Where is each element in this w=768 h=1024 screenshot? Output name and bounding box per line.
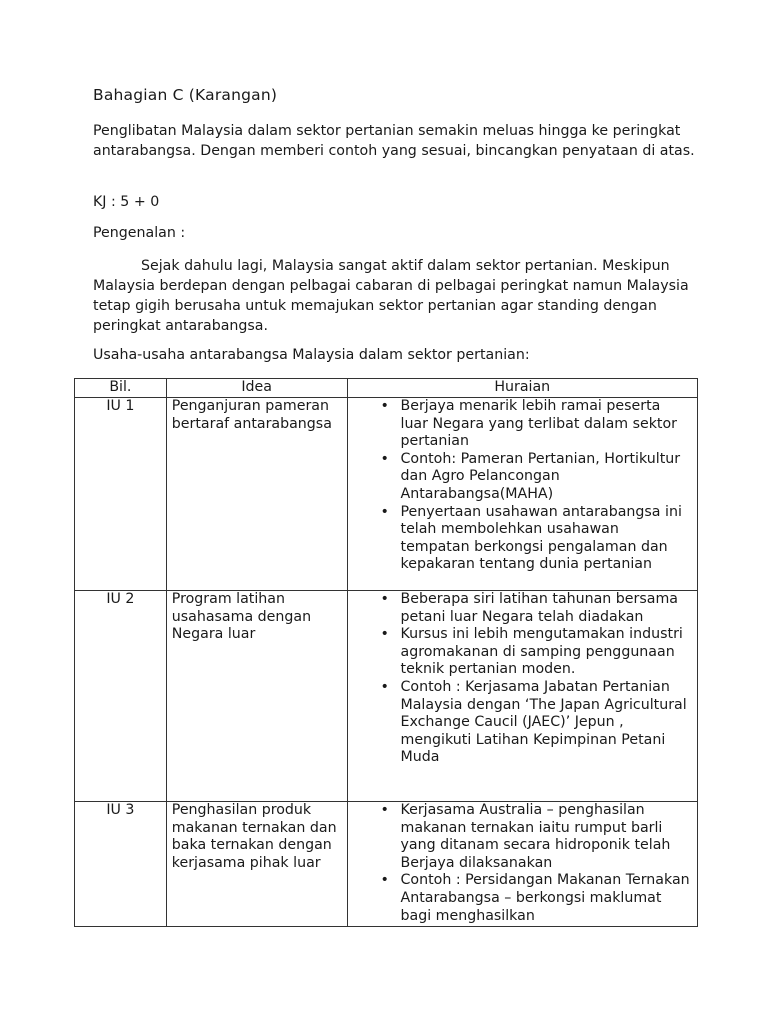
- row-idea: Penghasilan produk makanan ternakan dan baka ternakan dengan kerjasama pihak luar: [166, 802, 347, 927]
- intro-label: Pengenalan :: [93, 225, 186, 241]
- list-item: • Beberapa siri latihan tahunan bersama petani luar Negara telah diadakan: [401, 591, 693, 626]
- list-item: • Contoh: Pameran Pertanian, Hortikultur dan Agro Pelancongan Antarabangsa(MAHA): [401, 451, 693, 504]
- row-bil: IU 1: [75, 398, 167, 591]
- row-bil: IU 2: [75, 591, 167, 802]
- table-header-row: [75, 379, 698, 398]
- row-idea: Program latihan usahasama dengan Negara luar: [166, 591, 347, 802]
- list-item: • Berjaya menarik lebih ramai peserta luar Negara yang terlibat dalam sektor pertanian: [401, 398, 693, 451]
- huraian-list: [353, 591, 693, 767]
- table-intro: Usaha-usaha antarabangsa Malaysia dalam sektor pertanian:: [93, 347, 530, 363]
- huraian-list: [353, 398, 693, 574]
- list-item: • Kursus ini lebih mengutamakan industri agromakanan di samping penggunaan teknik pertanian moden.: [401, 626, 693, 679]
- section-heading: Bahagian C (Karangan): [93, 86, 278, 104]
- list-item: • Penyertaan usahawan antarabangsa ini telah membolehkan usahawan tempatan berkongsi pengalaman dan kepakaran tentang dunia pertanian: [401, 504, 693, 574]
- list-item: • Kerjasama Australia – penghasilan makanan ternakan iaitu rumput barli yang ditanam secara hidroponik telah Berjaya dilaksanakan: [401, 802, 693, 872]
- table-row: [75, 802, 698, 927]
- row-bil: IU 3: [75, 802, 167, 927]
- intro-paragraph: Sejak dahulu lagi, Malaysia sangat aktif dalam sektor pertanian. Meskipun Malaysia berdepan dengan pelbagai cabaran di pelbagai peringkat namun Malaysia tetap gigih berusaha untuk memajukan sektor pertanian agar standing dengan peringkat antarabangsa.: [93, 258, 689, 334]
- table-row: [75, 398, 698, 591]
- huraian-list: [353, 802, 693, 925]
- essay-question: Penglibatan Malaysia dalam sektor pertanian semakin meluas hingga ke peringkat antarabangsa. Dengan memberi contoh yang sesuai, bincangkan penyataan di atas.: [93, 123, 695, 159]
- row-idea: Penganjuran pameran bertaraf antarabangsa: [166, 398, 347, 591]
- table-row: [75, 591, 698, 802]
- list-item: • Contoh : Persidangan Makanan Ternakan Antarabangsa – berkongsi maklumat bagi menghasilkan: [401, 872, 693, 925]
- row-huraian: [347, 802, 698, 927]
- header-idea: Idea: [166, 379, 347, 398]
- row-huraian: [347, 398, 698, 591]
- list-item: • Contoh : Kerjasama Jabatan Pertanian Malaysia dengan ‘The Japan Agricultural Exchange Caucil (JAEC)’ Jepun , mengikuti Latihan Kepimpinan Petani Muda: [401, 679, 693, 767]
- header-huraian: Huraian: [347, 379, 698, 398]
- kj-marks: KJ : 5 + 0: [93, 194, 160, 210]
- header-bil: Bil.: [75, 379, 167, 398]
- row-huraian: [347, 591, 698, 802]
- efforts-table: [74, 378, 698, 927]
